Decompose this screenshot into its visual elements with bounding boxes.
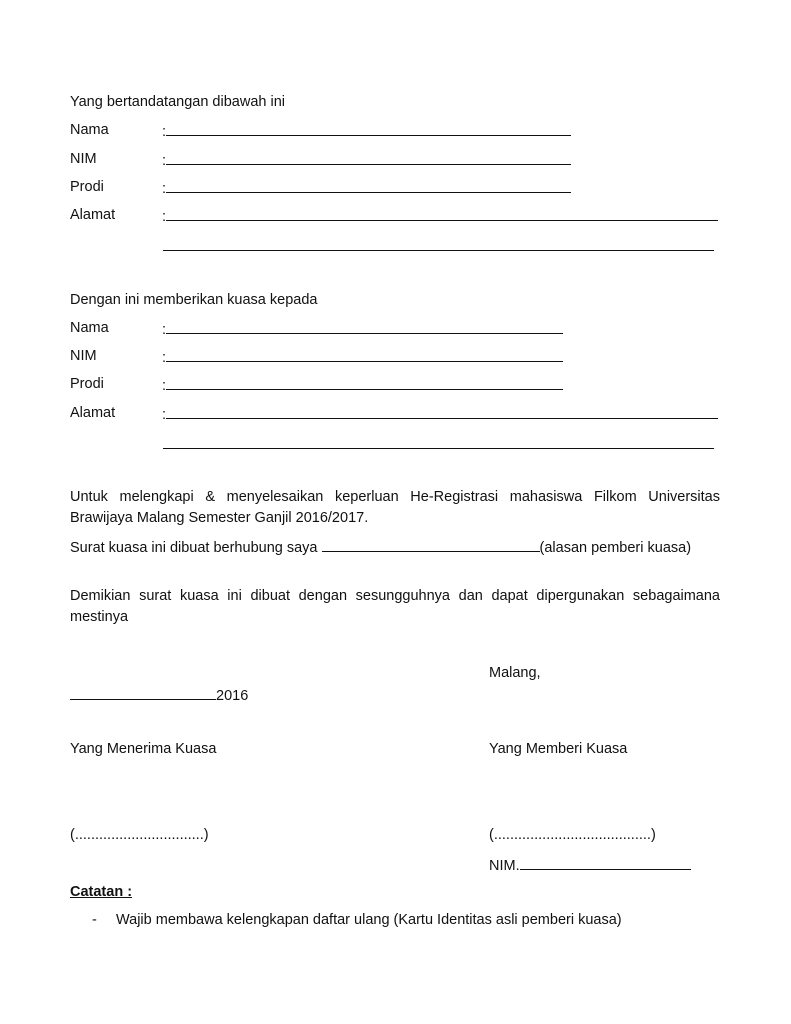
nama-blank-line — [166, 121, 571, 136]
colon: : — [162, 407, 167, 423]
notes-item: Wajib membawa kelengkapan daftar ulang (Kartu Identitas asli pemberi kuasa) — [116, 912, 622, 928]
paragraph-reason — [70, 537, 720, 559]
nim-label: NIM. — [489, 858, 520, 874]
section1-alamat-line-2[interactable] — [163, 249, 714, 251]
prodi-blank-line — [166, 375, 563, 390]
section1-alamat-label: Alamat — [70, 207, 116, 223]
section1-alamat-field[interactable] — [162, 206, 718, 226]
nim-blank-line[interactable] — [520, 855, 691, 870]
nim-blank-line — [166, 150, 571, 165]
section2-alamat-label: Alamat — [70, 405, 116, 421]
section2-alamat-line-2[interactable] — [163, 447, 714, 449]
colon: : — [162, 209, 167, 225]
section2-prodi-label: Prodi — [70, 376, 104, 392]
signature-place: Malang, — [489, 665, 541, 681]
section2-prodi-field[interactable] — [162, 375, 563, 395]
notes-bullet: - — [92, 912, 97, 928]
alamat-blank-line — [166, 404, 718, 419]
reason-prefix: Surat kuasa ini dibuat berhubung saya — [70, 540, 318, 556]
section2-alamat-field[interactable] — [162, 404, 718, 424]
prodi-blank-line — [166, 178, 571, 193]
section2-nim-field[interactable] — [162, 347, 563, 367]
section1-nim-field[interactable] — [162, 150, 571, 170]
nim-blank-line — [166, 347, 563, 362]
paragraph-closing: Demikian surat kuasa ini dibuat dengan sesungguhnya dan dapat dipergunakan sebagaimana mestinya — [70, 588, 720, 625]
section1-prodi-field[interactable] — [162, 178, 571, 198]
section1-nim-label: NIM — [70, 151, 97, 167]
section1-heading: Yang bertandatangan dibawah ini — [70, 94, 285, 110]
giver-title: Yang Memberi Kuasa — [489, 741, 628, 757]
receiver-signature: (................................) — [70, 827, 209, 843]
section2-nama-label: Nama — [70, 320, 109, 336]
date-blank-line[interactable] — [70, 685, 216, 700]
nama-blank-line — [166, 319, 563, 334]
notes-title: Catatan : — [70, 884, 133, 900]
colon: : — [162, 322, 167, 338]
section1-nama-field[interactable] — [162, 121, 571, 141]
giver-nim — [489, 855, 691, 875]
colon: : — [162, 350, 167, 366]
reason-blank-line[interactable] — [322, 537, 540, 552]
colon: : — [162, 181, 167, 197]
section1-prodi-label: Prodi — [70, 179, 104, 195]
section2-nama-field[interactable] — [162, 319, 563, 339]
giver-signature: (.......................................) — [489, 827, 656, 843]
colon: : — [162, 153, 167, 169]
paragraph-purpose: Untuk melengkapi & menyelesaikan keperluan He-Registrasi mahasiswa Filkom Universitas Brawijaya Malang Semester Ganjil 2016/2017. — [70, 489, 720, 526]
signature-year: 2016 — [216, 688, 249, 704]
section1-nama-label: Nama — [70, 122, 109, 138]
section2-heading: Dengan ini memberikan kuasa kepada — [70, 292, 318, 308]
signature-date — [70, 685, 248, 705]
reason-suffix: (alasan pemberi kuasa) — [539, 540, 692, 556]
alamat-blank-line — [166, 206, 718, 221]
section2-nim-label: NIM — [70, 348, 97, 364]
colon: : — [162, 124, 167, 140]
colon: : — [162, 378, 167, 394]
receiver-title: Yang Menerima Kuasa — [70, 741, 217, 757]
